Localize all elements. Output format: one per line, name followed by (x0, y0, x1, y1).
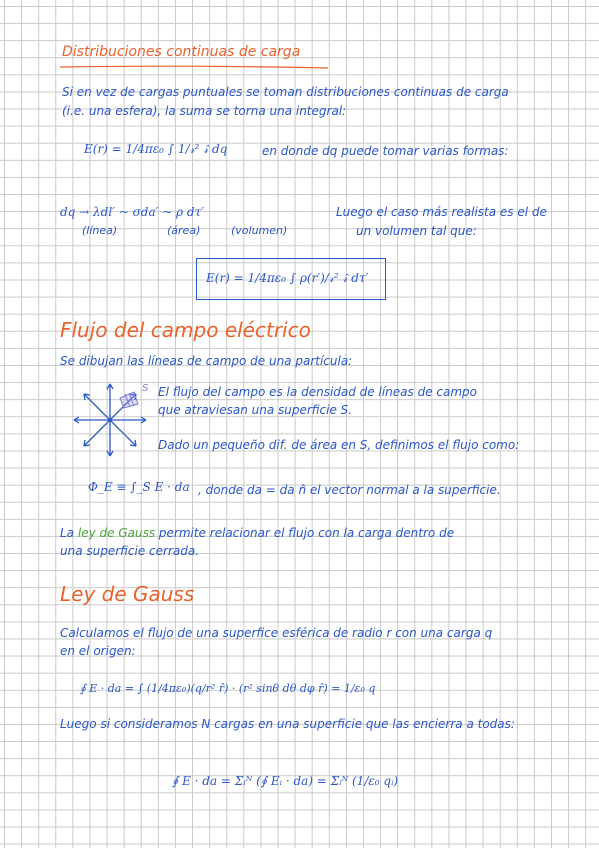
dq-label-volumen: (volumen) (231, 224, 288, 237)
text-line: Calculamos el flujo de una superfice esférica de radio r con una carga q (60, 626, 493, 640)
heading-distribuciones: Distribuciones continuas de carga (62, 44, 301, 60)
text-line: en el origen: (60, 644, 136, 658)
text-line: un volumen tal que: (356, 224, 477, 238)
text-line: Se dibujan las líneas de campo de una partícula: (60, 354, 353, 368)
boxed-equation: E(r) = 1/4πε₀ ∫ ρ(r′)/𝓇² 𝓇̂ dτ′ (206, 271, 369, 285)
text-line: Dado un pequeño dif. de área en S, definimos el flujo como: (158, 438, 520, 452)
equation-field: E(r) = 1/4πε₀ ∫ 1/𝓇² 𝓇̂ dq (84, 142, 228, 156)
dq-label-linea: (línea) (82, 224, 118, 237)
gauss-law-highlight: ley de Gauss (77, 526, 156, 540)
equation-flux-note: , donde da = da n̂ el vector normal a la superficie. (198, 483, 501, 497)
equation-flux: Φ_E ≡ ∫_S E · da (88, 480, 190, 494)
surface-label: S (142, 383, 149, 394)
heading-gauss: Ley de Gauss (60, 582, 195, 606)
dq-label-area: (área) (167, 224, 201, 237)
text-line: Si en vez de cargas puntuales se toman distribuciones continuas de carga (62, 85, 509, 99)
equation-gauss-sum: ∮ E · da = Σᵢᴺ (∮ Eᵢ · da) = Σᵢᴺ (1/ε₀ qᵢ) (172, 774, 399, 788)
heading-underline (60, 64, 330, 70)
equation-note: en donde dq puede tomar varias formas: (262, 144, 509, 158)
text-line: Luego el caso más realista es el de (336, 205, 547, 219)
text-line: Luego si consideramos N cargas en una superficie que las encierra a todas: (60, 717, 515, 731)
heading-flujo: Flujo del campo eléctrico (60, 318, 311, 342)
text-line: una superficie cerrada. (60, 544, 200, 558)
gauss-line (60, 527, 454, 539)
text-fragment: La (60, 526, 75, 540)
equation-gauss-sphere: ∮ E · da = ∫ (1/4πε₀)(q/r² r̂) · (r² sinθ dθ dφ r̂) = 1/ε₀ q (80, 682, 376, 695)
text-line: (i.e. una esfera), la suma se torna una integral: (62, 104, 347, 118)
text-fragment: permite relacionar el flujo con la carga dentro de (158, 526, 455, 540)
text-line: que atraviesan una superficie S. (158, 403, 353, 417)
field-lines-diagram (70, 380, 150, 460)
dq-forms: dq → λdl′ ~ σda′ ~ ρ dτ′ (60, 205, 204, 219)
text-line: El flujo del campo es la densidad de líneas de campo (158, 385, 477, 399)
